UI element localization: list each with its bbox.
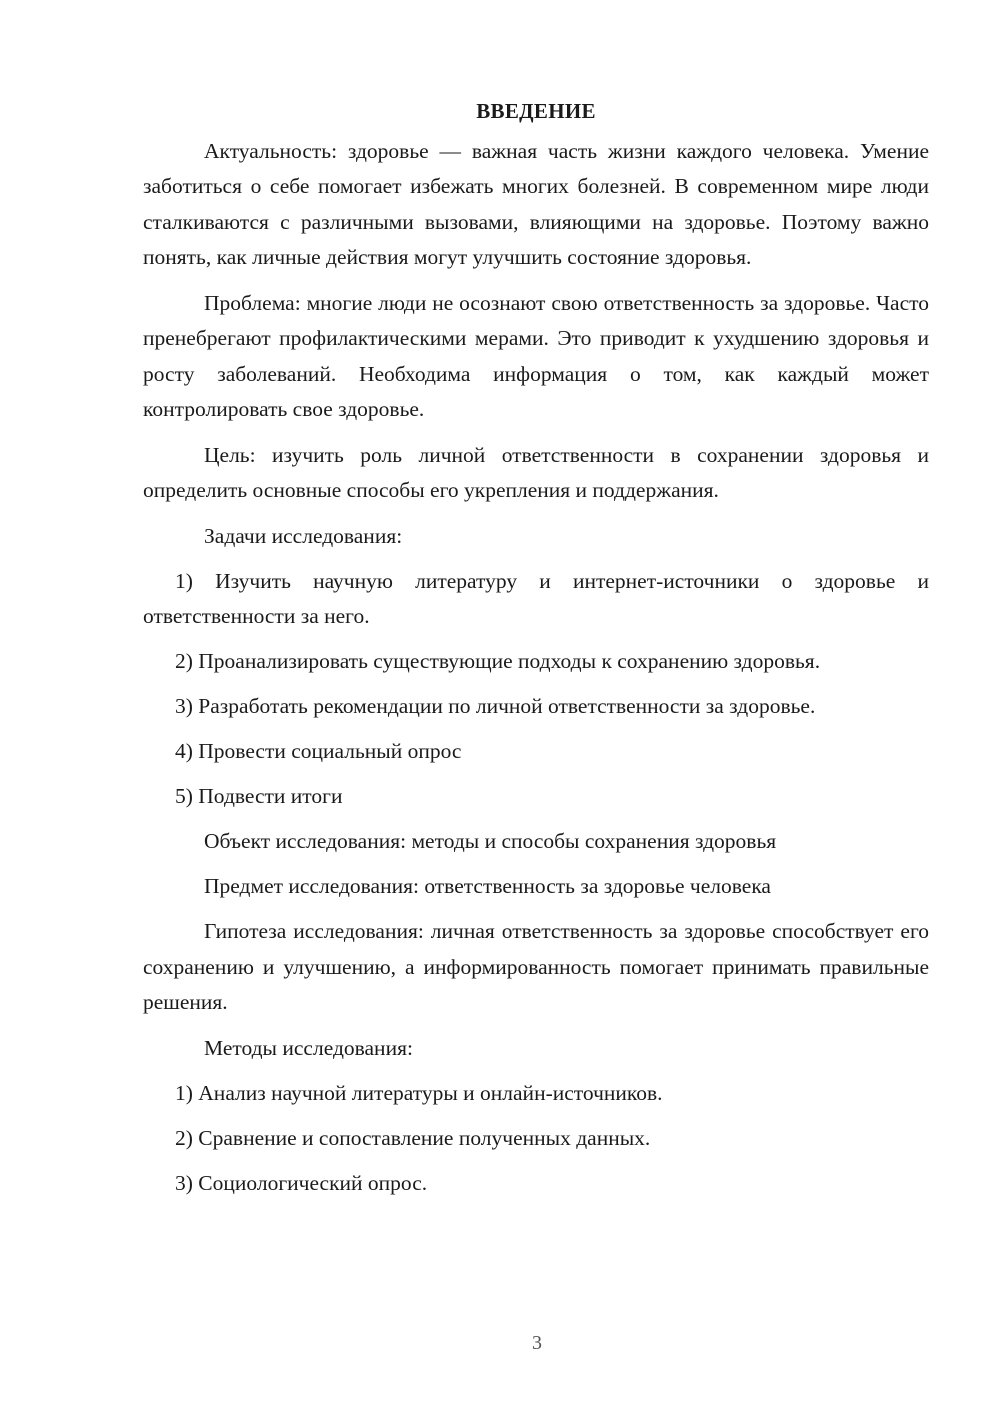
hypothesis-paragraph: Гипотеза исследования: личная ответственность за здоровье способствует его сохранению и улучшению, а информированность помогает принимать правильные решения.	[143, 919, 929, 1014]
page-number: 3	[532, 1332, 542, 1354]
task-item: 4) Провести социальный опрос	[175, 739, 462, 763]
methods-title: Методы исследования:	[204, 1035, 413, 1060]
task-item: 2) Проанализировать существующие подходы к сохранению здоровья.	[175, 649, 821, 673]
method-item: 2) Сравнение и сопоставление полученных данных.	[175, 1125, 651, 1150]
relevance-paragraph: Актуальность: здоровье — важная часть жизни каждого человека. Умение заботиться о себе помогает избежать многих болезней. В современном мире люди сталкиваются с различными вызовами, влияющими на здоровье. Поэтому важно понять, как личные действия могут улучшить состояние здоровья.	[143, 138, 929, 269]
goal-paragraph: Цель: изучить роль личной ответственности в сохранении здоровья и определить основные способы его укрепления и поддержания.	[143, 442, 929, 502]
problem-paragraph: Проблема: многие люди не осознают свою ответственность за здоровье. Часто пренебрегают профилактическими мерами. Это приводит к ухудшению здоровья и росту заболеваний. Необходима информация о том, как каждый может контролировать свое здоровье.	[143, 290, 929, 421]
task-item: 5) Подвести итоги	[175, 784, 343, 808]
subject-line: Предмет исследования: ответственность за здоровье человека	[204, 874, 771, 898]
method-item: 3) Социологический опрос.	[175, 1170, 428, 1195]
page-content	[143, 94, 929, 1211]
tasks-title: Задачи исследования:	[204, 523, 403, 548]
object-line: Объект исследования: методы и способы сохранения здоровья	[204, 829, 777, 853]
method-item: 1) Анализ научной литературы и онлайн-источников.	[175, 1080, 663, 1105]
task-item: 3) Разработать рекомендации по личной ответственности за здоровье.	[175, 694, 816, 718]
page-title: ВВЕДЕНИЕ	[476, 99, 596, 123]
task-item: 1) Изучить научную литературу и интернет-источники о здоровье и ответственности за него.	[143, 568, 929, 628]
